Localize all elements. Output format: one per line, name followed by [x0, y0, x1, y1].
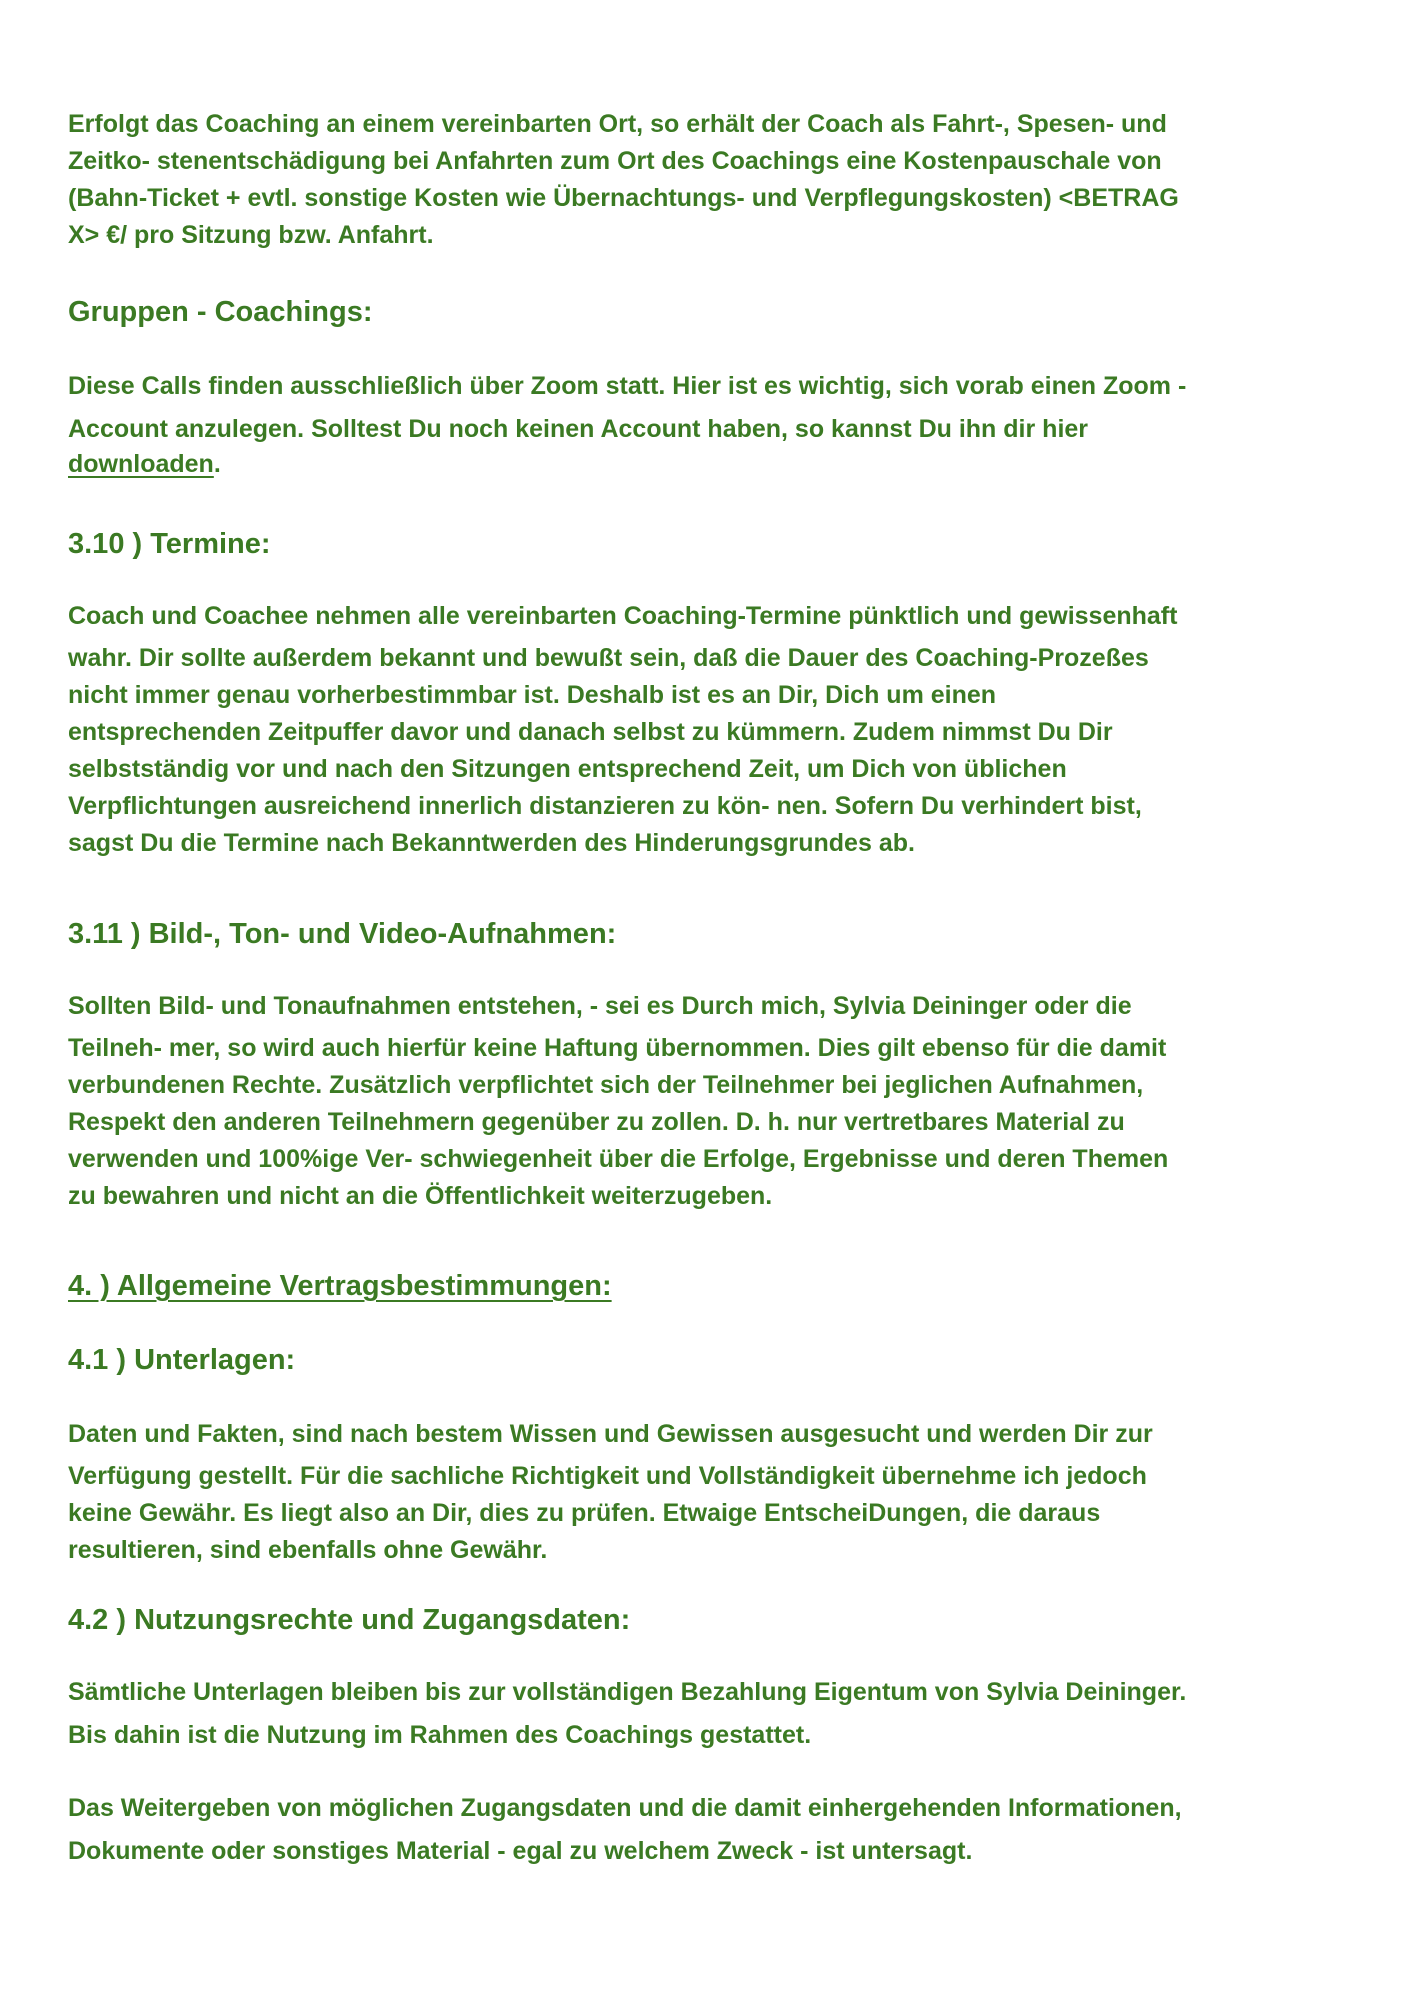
- aufnahmen-line: zu bewahren und nicht an die Öffentlichkeit weiterzugeben.: [68, 1182, 773, 1210]
- unterlagen-line: Daten und Fakten, sind nach bestem Wissen und Gewissen ausgesucht und werden Dir zur: [68, 1420, 1153, 1448]
- gruppen-line: Diese Calls finden ausschließlich über Zoom statt. Hier ist es wichtig, sich vorab einen Zoom -: [68, 372, 1187, 400]
- intro-line: X> €/ pro Sitzung bzw. Anfahrt.: [68, 221, 434, 249]
- unterlagen-line: resultieren, sind ebenfalls ohne Gewähr.: [68, 1536, 548, 1564]
- section-heading-allgemein: 4. ) Allgemeine Vertragsbestimmungen:: [68, 1270, 612, 1302]
- section-heading-aufnahmen: 3.11 ) Bild-, Ton- und Video-Aufnahmen:: [68, 918, 617, 950]
- intro-line: Zeitko- stenentschädigung bei Anfahrten zum Ort des Coachings eine Kostenpauschale von: [68, 147, 1162, 175]
- aufnahmen-line: verwenden und 100%ige Ver- schwiegenheit über die Erfolge, Ergebnisse und deren Themen: [68, 1145, 1169, 1173]
- link-suffix: .: [213, 450, 221, 478]
- termine-line: entsprechenden Zeitpuffer davor und danach selbst zu kümmern. Zudem nimmst Du Dir: [68, 718, 1113, 746]
- nutzung-line: Sämtliche Unterlagen bleiben bis zur vollständigen Bezahlung Eigentum von Sylvia Deininger.: [68, 1678, 1187, 1706]
- termine-line: selbstständig vor und nach den Sitzungen entsprechend Zeit, um Dich von üblichen: [68, 755, 1067, 783]
- aufnahmen-line: Teilneh- mer, so wird auch hierfür keine Haftung übernommen. Dies gilt ebenso für die damit: [68, 1034, 1167, 1062]
- intro-line: (Bahn-Ticket + evtl. sonstige Kosten wie Übernachtungs- und Verpflegungskosten) <BETRAG: [68, 184, 1179, 212]
- termine-line: sagst Du die Termine nach Bekanntwerden des Hinderungsgrundes ab.: [68, 829, 915, 857]
- download-link[interactable]: downloaden: [68, 450, 214, 478]
- section-heading-nutzung: 4.2 ) Nutzungsrechte und Zugangsdaten:: [68, 1604, 631, 1636]
- termine-line: Verpflichtungen ausreichend innerlich distanzieren zu kön- nen. Sofern Du verhindert bist,: [68, 792, 1142, 820]
- nutzung-line: Das Weitergeben von möglichen Zugangsdaten und die damit einhergehenden Informationen,: [68, 1794, 1182, 1822]
- gruppen-paragraph: [68, 368, 1186, 483]
- aufnahmen-line: Respekt den anderen Teilnehmern gegenüber zu zollen. D. h. nur vertretbares Material zu: [68, 1108, 1125, 1136]
- nutzung-line: Dokumente oder sonstiges Material - egal zu welchem Zweck - ist untersagt.: [68, 1837, 973, 1865]
- intro-paragraph: [68, 106, 1179, 254]
- section-heading-unterlagen: 4.1 ) Unterlagen:: [68, 1344, 296, 1376]
- termine-line: Coach und Coachee nehmen alle vereinbarten Coaching-Termine pünktlich und gewissenhaft: [68, 602, 1178, 630]
- gruppen-line: Account anzulegen. Solltest Du noch keinen Account haben, so kannst Du ihn dir hier: [68, 415, 1089, 443]
- unterlagen-line: keine Gewähr. Es liegt also an Dir, dies zu prüfen. Etwaige EntscheiDungen, die daraus: [68, 1499, 1101, 1527]
- termine-paragraph: [68, 598, 1177, 862]
- nutzung-paragraph-1: [68, 1674, 1186, 1754]
- nutzung-paragraph-2: [68, 1790, 1182, 1870]
- unterlagen-paragraph: [68, 1416, 1153, 1569]
- termine-line: nicht immer genau vorherbestimmbar ist. Deshalb ist es an Dir, Dich um einen: [68, 681, 997, 709]
- section-heading-termine: 3.10 ) Termine:: [68, 528, 271, 560]
- intro-line: Erfolgt das Coaching an einem vereinbarten Ort, so erhält der Coach als Fahrt-, Spesen- und: [68, 110, 1167, 138]
- aufnahmen-line: verbundenen Rechte. Zusätzlich verpflichtet sich der Teilnehmer bei jeglichen Aufnahmen,: [68, 1071, 1144, 1099]
- nutzung-line: Bis dahin ist die Nutzung im Rahmen des Coachings gestattet.: [68, 1721, 812, 1749]
- unterlagen-line: Verfügung gestellt. Für die sachliche Richtigkeit und Vollständigkeit übernehme ich jedoch: [68, 1462, 1147, 1490]
- termine-line: wahr. Dir sollte außerdem bekannt und bewußt sein, daß die Dauer des Coaching-Prozeßes: [68, 644, 1149, 672]
- section-heading-gruppen: Gruppen - Coachings:: [68, 296, 373, 328]
- aufnahmen-paragraph: [68, 988, 1168, 1215]
- aufnahmen-line: Sollten Bild- und Tonaufnahmen entstehen, - sei es Durch mich, Sylvia Deininger oder die: [68, 992, 1132, 1020]
